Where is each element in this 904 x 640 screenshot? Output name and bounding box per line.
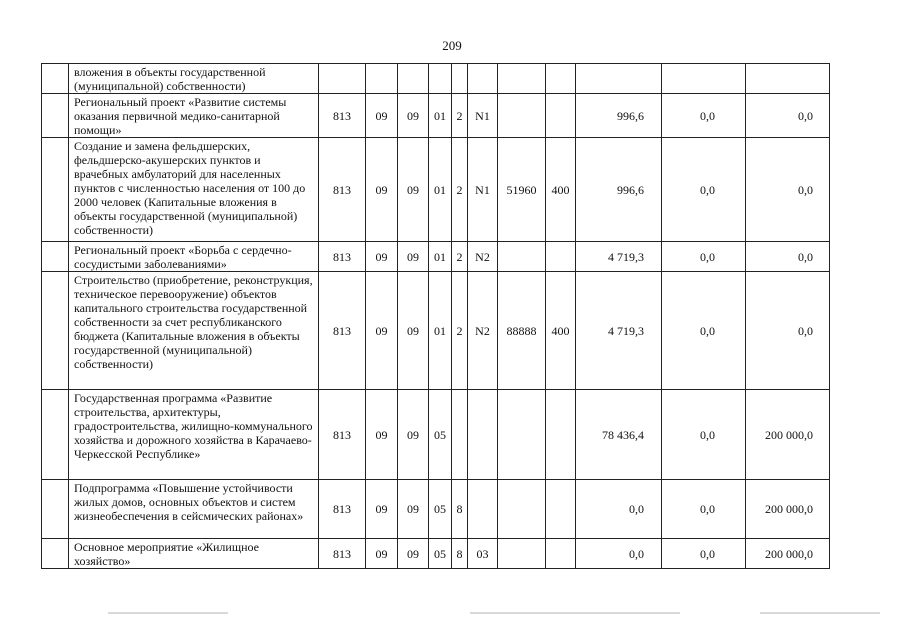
table-row: [42, 539, 830, 569]
amount-cell: 0,0: [576, 539, 662, 569]
code-cell: N1: [468, 138, 498, 242]
row-number-cell: [42, 242, 69, 272]
code-cell: [546, 480, 576, 539]
table-row: [42, 64, 830, 94]
code-cell: [498, 390, 546, 480]
code-cell: [498, 64, 546, 94]
code-cell: 813: [319, 390, 366, 480]
table-row: [42, 94, 830, 138]
code-cell: 813: [319, 242, 366, 272]
code-cell: 8: [452, 480, 468, 539]
code-cell: 813: [319, 272, 366, 390]
row-number-cell: [42, 272, 69, 390]
code-cell: 813: [319, 94, 366, 138]
amount-cell: 0,0: [746, 94, 830, 138]
row-number-cell: [42, 480, 69, 539]
page-number: 209: [442, 38, 462, 53]
code-cell: [546, 94, 576, 138]
code-cell: 09: [398, 480, 429, 539]
code-cell: 09: [398, 272, 429, 390]
code-cell: 09: [398, 242, 429, 272]
amount-cell: 0,0: [662, 539, 746, 569]
code-cell: N2: [468, 242, 498, 272]
amount-cell: 0,0: [662, 272, 746, 390]
amount-cell: 0,0: [662, 94, 746, 138]
code-cell: [468, 64, 498, 94]
code-cell: 51960: [498, 138, 546, 242]
code-cell: [366, 64, 398, 94]
name-cell: Региональный проект «Борьба с сердечно-сосудистыми заболеваниями»: [69, 242, 319, 272]
code-cell: 400: [546, 138, 576, 242]
amount-cell: 0,0: [746, 138, 830, 242]
code-cell: 09: [398, 94, 429, 138]
code-cell: 09: [366, 272, 398, 390]
amount-cell: 4 719,3: [576, 272, 662, 390]
amount-cell: 0,0: [746, 272, 830, 390]
scan-artifact-line: [760, 612, 880, 614]
amount-cell: [662, 64, 746, 94]
code-cell: [498, 94, 546, 138]
code-cell: [452, 390, 468, 480]
code-cell: [468, 390, 498, 480]
code-cell: 88888: [498, 272, 546, 390]
amount-cell: 0,0: [662, 138, 746, 242]
code-cell: [452, 64, 468, 94]
amount-cell: 996,6: [576, 138, 662, 242]
name-cell: Государственная программа «Развитие строительства, архитектуры, градостроительства, жилищно-коммунального хозяйства и дорожного хозяйства в Карачаево-Черкесской Республике»: [69, 390, 319, 480]
row-number-cell: [42, 539, 69, 569]
code-cell: 813: [319, 480, 366, 539]
code-cell: 01: [429, 272, 452, 390]
budget-table: [41, 63, 830, 569]
table-row: [42, 480, 830, 539]
code-cell: 09: [398, 138, 429, 242]
code-cell: 05: [429, 480, 452, 539]
table-row: [42, 138, 830, 242]
code-cell: 09: [398, 390, 429, 480]
row-number-cell: [42, 138, 69, 242]
amount-cell: 0,0: [576, 480, 662, 539]
code-cell: 09: [366, 539, 398, 569]
code-cell: 01: [429, 138, 452, 242]
code-cell: [546, 390, 576, 480]
name-cell: Подпрограмма «Повышение устойчивости жилых домов, основных объектов и систем жизнеобеспечения в сейсмических районах»: [69, 480, 319, 539]
row-number-cell: [42, 390, 69, 480]
amount-cell: 200 000,0: [746, 390, 830, 480]
code-cell: 09: [366, 390, 398, 480]
scan-artifact-line: [108, 612, 228, 614]
amount-cell: 4 719,3: [576, 242, 662, 272]
code-cell: 813: [319, 539, 366, 569]
amount-cell: [576, 64, 662, 94]
code-cell: 400: [546, 272, 576, 390]
code-cell: 2: [452, 272, 468, 390]
code-cell: 09: [366, 94, 398, 138]
amount-cell: 0,0: [662, 390, 746, 480]
code-cell: [546, 242, 576, 272]
scan-artifact-line: [470, 612, 680, 614]
code-cell: [468, 480, 498, 539]
code-cell: [429, 64, 452, 94]
code-cell: [498, 242, 546, 272]
amount-cell: 200 000,0: [746, 480, 830, 539]
amount-cell: [746, 64, 830, 94]
code-cell: 2: [452, 242, 468, 272]
code-cell: [546, 539, 576, 569]
table-row: [42, 390, 830, 480]
code-cell: [398, 64, 429, 94]
code-cell: 8: [452, 539, 468, 569]
name-cell: Основное мероприятие «Жилищное хозяйство»: [69, 539, 319, 569]
name-cell: Региональный проект «Развитие системы оказания первичной медико-санитарной помощи»: [69, 94, 319, 138]
code-cell: 03: [468, 539, 498, 569]
amount-cell: 0,0: [662, 242, 746, 272]
code-cell: 05: [429, 539, 452, 569]
code-cell: 2: [452, 138, 468, 242]
code-cell: 813: [319, 138, 366, 242]
table-row: [42, 272, 830, 390]
code-cell: 09: [398, 539, 429, 569]
code-cell: [319, 64, 366, 94]
code-cell: [546, 64, 576, 94]
code-cell: 09: [366, 138, 398, 242]
code-cell: [498, 480, 546, 539]
name-cell: Строительство (приобретение, реконструкция, техническое перевооружение) объектов капитального строительства государственной собственности за счет республиканского бюджета (Капитальные вложения в объекты государственной (муниципальной) собственности): [69, 272, 319, 390]
code-cell: 09: [366, 480, 398, 539]
amount-cell: 78 436,4: [576, 390, 662, 480]
amount-cell: 996,6: [576, 94, 662, 138]
amount-cell: 200 000,0: [746, 539, 830, 569]
code-cell: 01: [429, 242, 452, 272]
code-cell: 09: [366, 242, 398, 272]
amount-cell: 0,0: [662, 480, 746, 539]
row-number-cell: [42, 64, 69, 94]
code-cell: 05: [429, 390, 452, 480]
name-cell: Создание и замена фельдшерских, фельдшерско-акушерских пунктов и врачебных амбулаторий для населенных пунктов с численностью населения от 100 до 2000 человек (Капитальные вложения в объекты государственной (муниципальной) собственности): [69, 138, 319, 242]
code-cell: 2: [452, 94, 468, 138]
name-cell: вложения в объекты государственной (муниципальной) собственности): [69, 64, 319, 94]
amount-cell: 0,0: [746, 242, 830, 272]
code-cell: N1: [468, 94, 498, 138]
code-cell: [498, 539, 546, 569]
code-cell: N2: [468, 272, 498, 390]
table-row: [42, 242, 830, 272]
code-cell: 01: [429, 94, 452, 138]
row-number-cell: [42, 94, 69, 138]
